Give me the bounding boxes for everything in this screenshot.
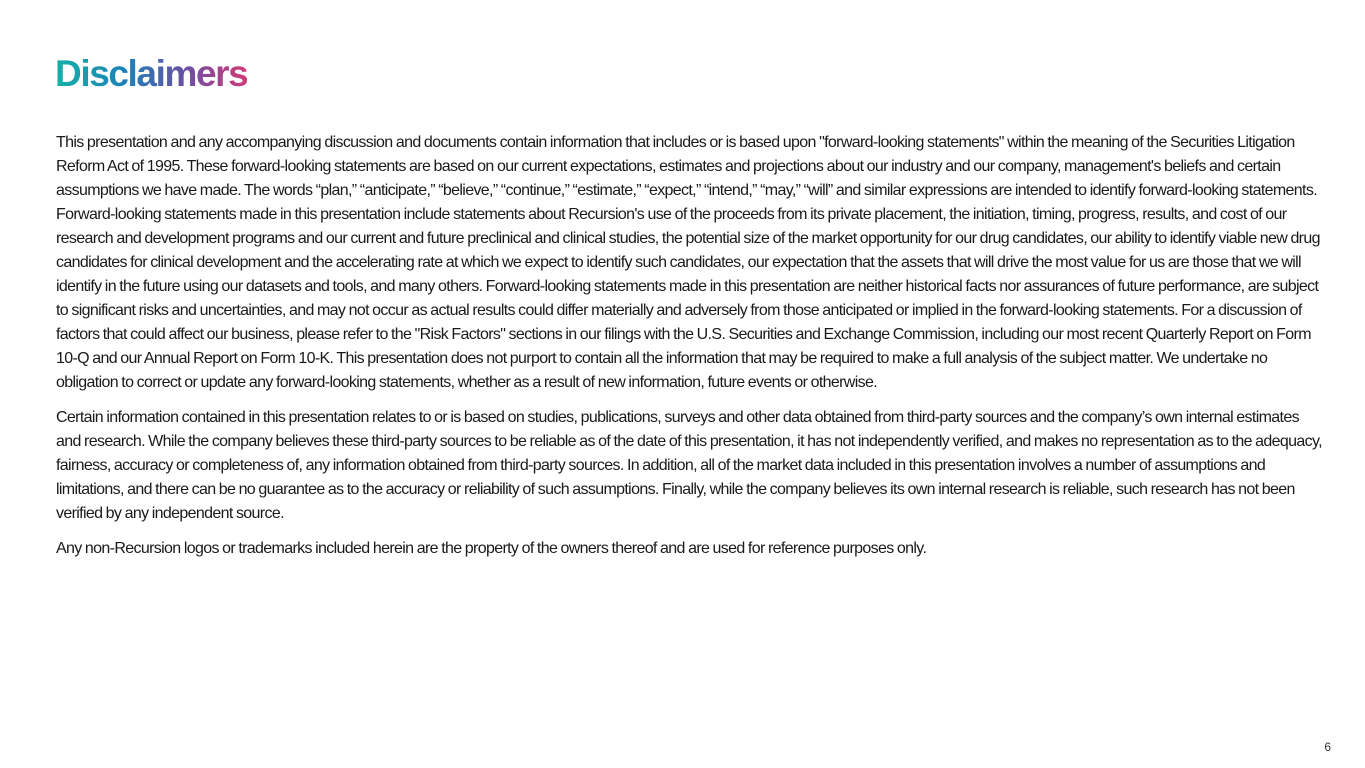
page-number: 6 — [1324, 740, 1331, 754]
disclaimer-paragraph-forward-looking: This presentation and any accompanying discussion and documents contain information that includes or is based upon "forward-looking statements" within the meaning of the Securities Litigation Reform Act of 1995. These forward-looking statements are based on our current expectations, estimates and projections about our industry and our company, management's beliefs and certain assumptions we have made. The words “plan,” “anticipate,” “believe,” “continue,” “estimate,” “expect,” “intend,” “may,” “will” and similar expressions are intended to identify forward-looking statements. Forward-looking statements made in this presentation include statements about Recursion's use of the proceeds from its private placement, the initiation, timing, progress, results, and cost of our research and development programs and our current and future preclinical and clinical studies, the potential size of the market opportunity for our drug candidates, our ability to identify viable new drug candidates for clinical development and the accelerating rate at which we expect to identify such candidates, our expectation that the assets that will drive the most value for us are those that we will identify in the future using our datasets and tools, and many others. Forward-looking statements made in this presentation are neither historical facts nor assurances of future performance, are subject to significant risks and uncertainties, and may not occur as actual results could differ materially and adversely from those anticipated or implied in the forward-looking statements. For a discussion of factors that could affect our business, please refer to the "Risk Factors" sections in our filings with the U.S. Securities and Exchange Commission, including our most recent Quarterly Report on Form 10-Q and our Annual Report on Form 10-K. This presentation does not purport to contain all the information that may be required to make a full analysis of the subject matter. We undertake no obligation to correct or update any forward-looking statements, whether as a result of new information, future events or otherwise. — [56, 134, 1320, 391]
disclaimer-paragraph-trademarks: Any non-Recursion logos or trademarks included herein are the property of the owners thereof and are used for reference purposes only. — [56, 540, 927, 557]
disclaimer-body — [56, 131, 1326, 572]
slide-title: Disclaimers — [55, 48, 247, 100]
disclaimer-paragraph-third-party-data: Certain information contained in this presentation relates to or is based on studies, publications, surveys and other data obtained from third-party sources and the company’s own internal estimates and research. While the company believes these third-party sources to be reliable as of the date of this presentation, it has not independently verified, and makes no representation as to the adequacy, fairness, accuracy or completeness of, any information obtained from third-party sources. In addition, all of the market data included in this presentation involves a number of assumptions and limitations, and there can be no guarantee as to the accuracy or reliability of such assumptions. Finally, while the company believes its own internal research is reliable, such research has not been verified by any independent source. — [56, 409, 1322, 522]
